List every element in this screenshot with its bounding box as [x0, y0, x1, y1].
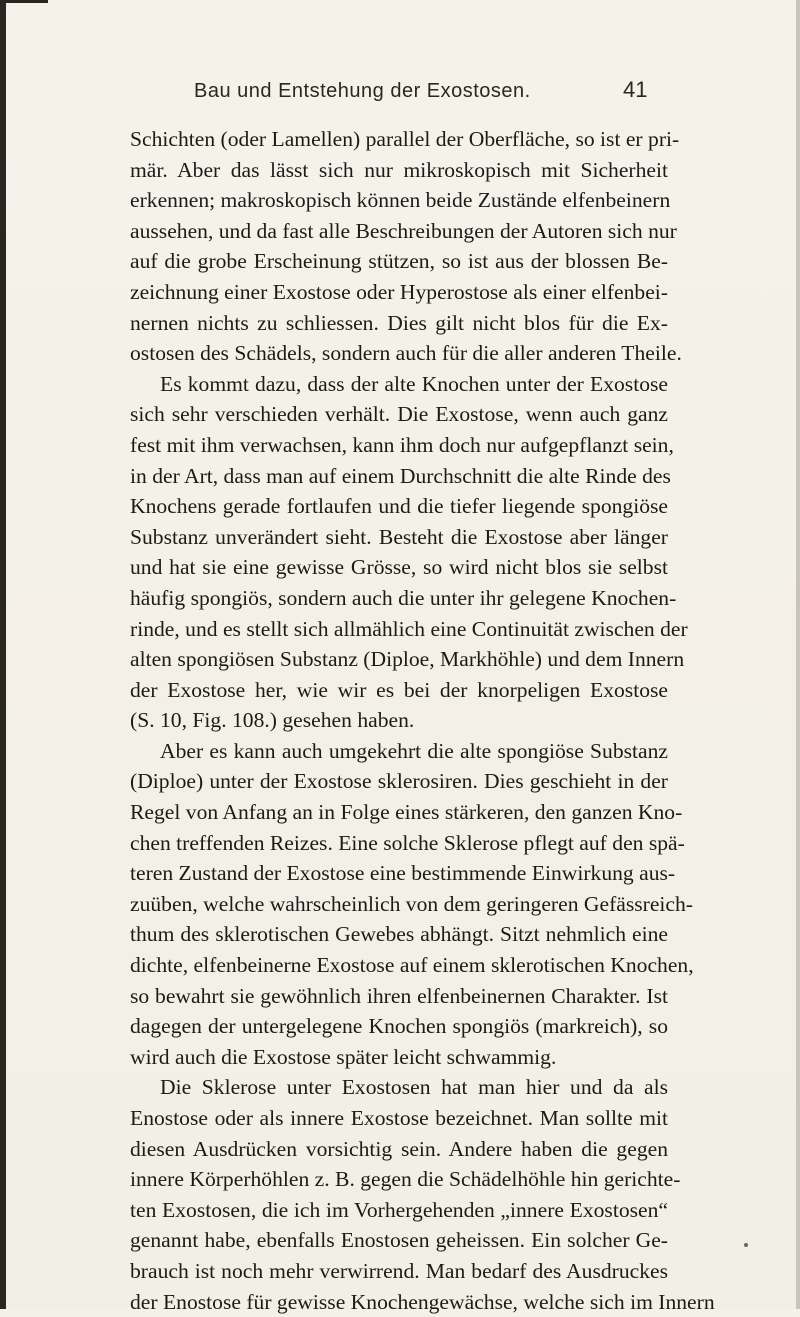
text-line: sich sehr verschieden verhält. Die Exostose, wenn auch ganz — [130, 402, 668, 427]
paragraph — [130, 1072, 715, 1317]
running-head: Bau und Entstehung der Exostosen. — [194, 80, 531, 102]
text-line: Aber es kann auch umgekehrt die alte spongiöse Substanz — [160, 738, 668, 763]
text-line: in der Art, dass man auf einem Durchschnitt die alte Rinde des — [130, 463, 671, 488]
text-line: Regel von Anfang an in Folge eines stärkeren, den ganzen Kno- — [130, 800, 683, 825]
text-line: Substanz unverändert sieht. Besteht die Exostose aber länger — [130, 524, 668, 549]
text-line: zeichnung einer Exostose oder Hyperostose als einer elfenbei- — [130, 279, 668, 304]
text-line: teren Zustand der Exostose eine bestimmende Einwirkung aus- — [130, 861, 676, 886]
paragraph — [130, 124, 682, 369]
text-line: zuüben, welche wahrscheinlich von dem geringeren Gefässreich- — [130, 891, 693, 916]
text-line: Knochens gerade fortlaufen und die tiefer liegende spongiöse — [130, 494, 668, 519]
text-line: und hat sie eine gewisse Grösse, so wird nicht blos sie selbst — [130, 555, 668, 580]
text-line: chen treffenden Reizes. Eine solche Sklerose pflegt auf den spä- — [130, 830, 685, 855]
text-line: dagegen der untergelegene Knochen spongiös (markreich), so — [130, 1014, 668, 1039]
text-line: erkennen; makroskopisch können beide Zustände elfenbeinern — [130, 188, 671, 213]
text-line: genannt habe, ebenfalls Enostosen geheissen. Ein solcher Ge- — [130, 1228, 668, 1253]
text-line: wird auch die Exostose später leicht schwammig. — [130, 1044, 557, 1069]
text-line: (Diploe) unter der Exostose sklerosiren. Dies geschieht in der — [130, 769, 668, 794]
text-line: Die Sklerose unter Exostosen hat man hier und da als — [160, 1075, 668, 1100]
text-line: brauch ist noch mehr verwirrend. Man bedarf des Ausdruckes — [130, 1258, 668, 1283]
text-line: so bewahrt sie gewöhnlich ihren elfenbeinernen Charakter. Ist — [130, 983, 668, 1008]
text-line: Es kommt dazu, dass der alte Knochen unter der Exostose — [160, 371, 668, 396]
text-line: alten spongiösen Substanz (Diploe, Markhöhle) und dem Innern — [130, 647, 685, 672]
page-left-edge — [0, 0, 6, 1309]
text-line: nernen nichts zu schliessen. Dies gilt nicht blos für die Ex- — [130, 310, 668, 335]
text-line: der Exostose her, wie wir es bei der knorpeligen Exostose — [130, 677, 668, 702]
body-text — [130, 124, 715, 1317]
page-corner-mark — [6, 0, 48, 3]
text-line: auf die grobe Erscheinung stützen, so ist aus der blossen Be- — [130, 249, 668, 274]
text-line: ten Exostosen, die ich im Vorhergehenden „innere Exostosen“ — [130, 1197, 668, 1222]
text-line: dichte, elfenbeinerne Exostose auf einem sklerotischen Knochen, — [130, 953, 694, 978]
text-line: (S. 10, Fig. 108.) gesehen haben. — [130, 708, 415, 733]
text-line: innere Körperhöhlen z. B. gegen die Schädelhöhle hin gerichte- — [130, 1167, 681, 1192]
text-line: Schichten (oder Lamellen) parallel der Oberfläche, so ist er pri- — [130, 127, 680, 151]
text-line: fest mit ihm verwachsen, kann ihm doch nur aufgepflanzt sein, — [130, 432, 674, 457]
text-line: häufig spongiös, sondern auch die unter ihr gelegene Knochen- — [130, 585, 677, 610]
text-line: Enostose oder als innere Exostose bezeichnet. Man sollte mit — [130, 1106, 668, 1130]
text-line: diesen Ausdrücken vorsichtig sein. Andere haben die gegen — [130, 1136, 668, 1161]
text-line: mär. Aber das lässt sich nur mikroskopisch mit Sicherheit — [130, 157, 668, 182]
paragraph — [130, 369, 688, 736]
page-right-edge — [796, 0, 800, 1309]
margin-dot — [744, 1243, 748, 1247]
text-line: rinde, und es stellt sich allmählich eine Continuität zwischen der — [130, 616, 688, 641]
paragraph — [130, 736, 694, 1073]
text-line: thum des sklerotischen Gewebes abhängt. Sitzt nehmlich eine — [130, 922, 668, 947]
page-number: 41 — [623, 77, 648, 102]
text-line: aussehen, und da fast alle Beschreibungen der Autoren sich nur — [130, 218, 677, 243]
text-line: ostosen des Schädels, sondern auch für die aller anderen Theile. — [130, 341, 682, 366]
page-header — [0, 77, 800, 114]
text-line: der Enostose für gewisse Knochengewächse, welche sich im Innern — [130, 1289, 715, 1314]
